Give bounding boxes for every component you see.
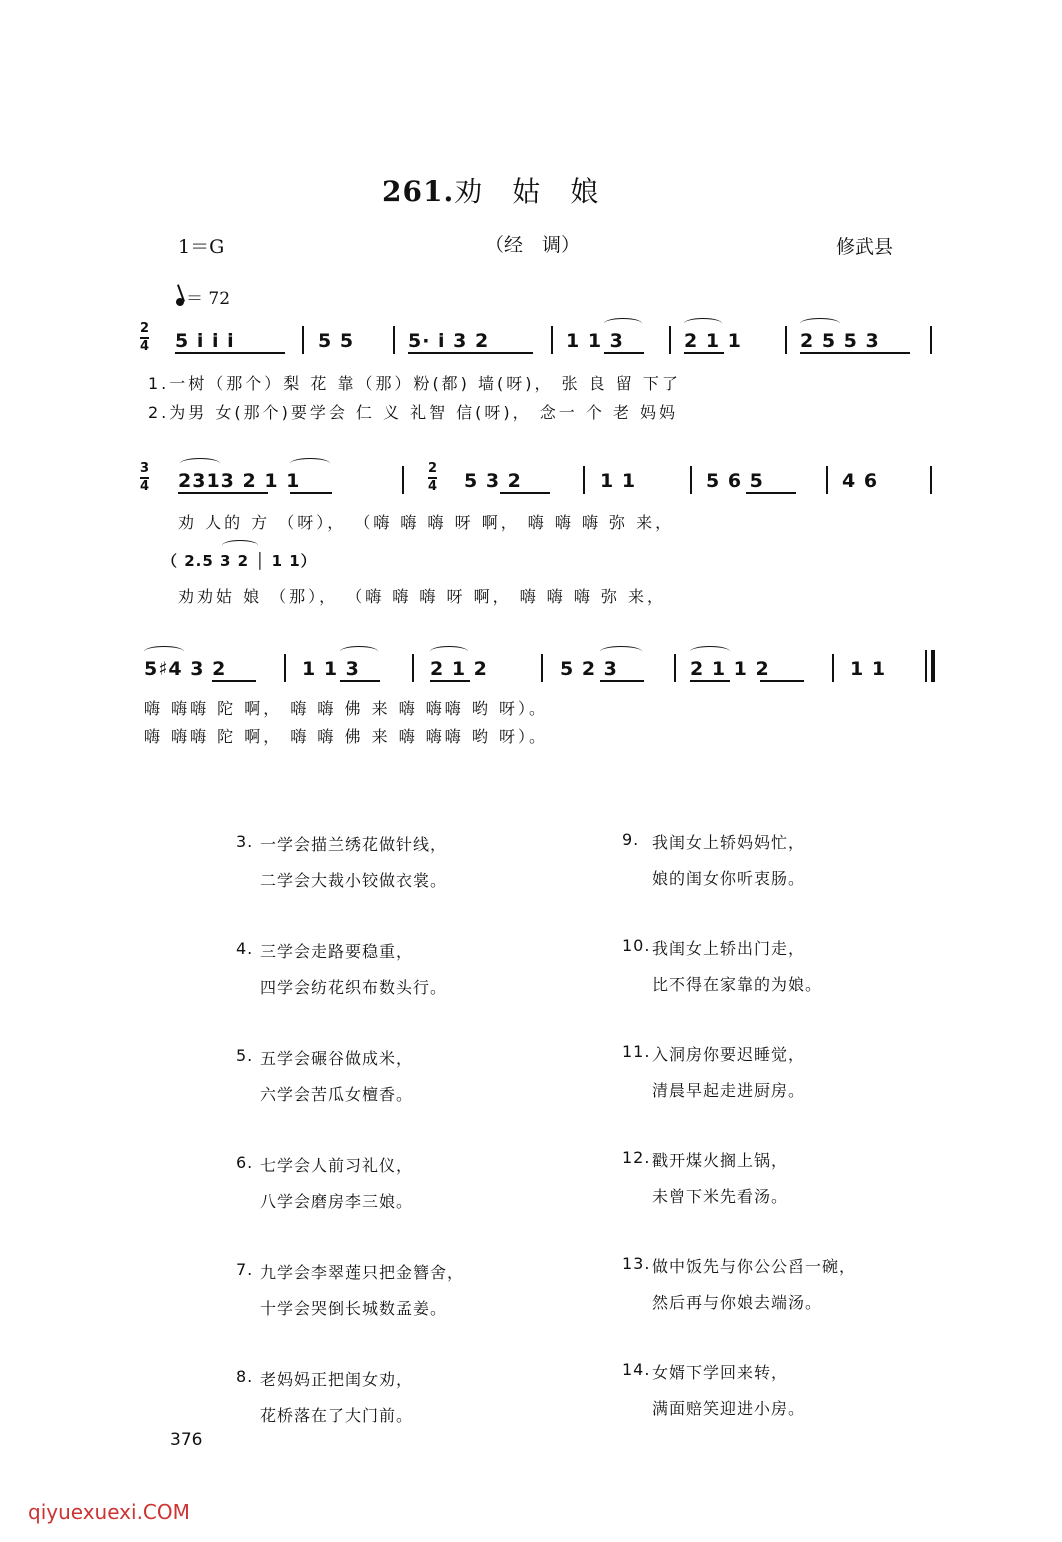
notes-system1-m1: 5 i i i xyxy=(175,330,235,352)
slur xyxy=(144,646,184,657)
underline-beam xyxy=(500,492,550,494)
barline xyxy=(583,466,585,494)
barline xyxy=(832,654,834,682)
verse-number: 12. xyxy=(622,1148,651,1167)
song-title xyxy=(382,170,599,210)
barline xyxy=(402,466,404,494)
slur xyxy=(290,458,330,469)
lyric-line-1: 1.一树（那个）梨 花 靠（那）粉(都) 墙(呀)， 张 良 留 下了 xyxy=(148,374,681,393)
page-number: 376 xyxy=(170,1430,203,1450)
time-signature-3-4: 3 4 xyxy=(140,461,150,494)
slur xyxy=(222,540,258,551)
verse-number: 9. xyxy=(622,830,640,849)
tempo-value: ＝ 72 xyxy=(186,289,231,309)
slur xyxy=(180,458,220,469)
underline-beam xyxy=(800,352,910,354)
song-number: 261. xyxy=(382,175,455,208)
notes-system3-m5: 2 1 1 2 xyxy=(690,658,770,680)
final-barline-thick xyxy=(931,650,935,682)
notes-system2-m2: 5 3 2 xyxy=(464,470,522,492)
verse-line: 然后再与你娘去端汤。 xyxy=(652,1293,823,1312)
slur xyxy=(800,318,840,329)
verse-number: 13. xyxy=(622,1254,651,1273)
notes-system2-m1: 2313 2 1 1 xyxy=(178,470,301,492)
underline-beam xyxy=(408,352,533,354)
verse-number: 5. xyxy=(236,1046,254,1065)
barline xyxy=(284,654,286,682)
lyric-line-2: 2.为男 女(那个)要学会 仁 义 礼智 信(呀)， 念一 个 老 妈妈 xyxy=(148,403,679,422)
verse-number: 4. xyxy=(236,939,254,958)
verse-line: 比不得在家靠的为娘。 xyxy=(652,975,823,994)
verse-line: 七学会人前习礼仪， xyxy=(260,1156,414,1175)
notes-system2-m3: 1 1 xyxy=(600,470,637,492)
barline xyxy=(302,326,304,354)
verse-line: 二学会大裁小铰做衣裳。 xyxy=(260,871,448,890)
notes-system1-m5: 2 1 1 xyxy=(684,330,742,352)
barline xyxy=(785,326,787,354)
genre-label: （经 调） xyxy=(485,234,581,256)
notes-system1-m6: 2 5 5 3 xyxy=(800,330,880,352)
verse-number: 3. xyxy=(236,832,254,851)
lyric-line-1: 嗨 嗨嗨 陀 啊， 嗨 嗨 佛 来 嗨 嗨嗨 哟 呀）。 xyxy=(144,699,548,718)
barline xyxy=(690,466,692,494)
notes-system1-m3: 5· i 3 2 xyxy=(408,330,490,352)
verse-number: 8. xyxy=(236,1367,254,1386)
verse-number: 11. xyxy=(622,1042,651,1061)
verse-line: 做中饭先与你公公舀一碗， xyxy=(652,1257,857,1276)
verse-line: 我闺女上轿妈妈忙， xyxy=(652,833,806,852)
notes-system3-m1: 5♯4 3 2 xyxy=(144,658,227,680)
underline-beam xyxy=(430,680,470,682)
verse-number: 6. xyxy=(236,1153,254,1172)
underline-beam xyxy=(690,680,730,682)
notes-system3-m4: 5 2 3 xyxy=(560,658,618,680)
barline xyxy=(930,466,932,494)
verse-line: 老妈妈正把闺女劝， xyxy=(260,1370,414,1389)
underline-beam xyxy=(340,680,380,682)
time-signature-2-4: 2 4 xyxy=(428,461,438,494)
verse-line: 三学会走路要稳重， xyxy=(260,942,414,961)
lyric-line-2: 嗨 嗨嗨 陀 啊， 嗨 嗨 佛 来 嗨 嗨嗨 哟 呀）。 xyxy=(144,727,548,746)
barline xyxy=(412,654,414,682)
slur xyxy=(684,318,722,329)
verse-line: 入洞房你要迟睡觉， xyxy=(652,1045,806,1064)
slur xyxy=(690,646,730,657)
verse-line: 满面赔笑迎进小房。 xyxy=(652,1399,806,1418)
time-signature-2-4: 2 4 xyxy=(140,321,150,354)
verse-line: 我闺女上轿出门走， xyxy=(652,939,806,958)
notes-system3-m6: 1 1 xyxy=(850,658,887,680)
song-name: 劝 姑 娘 xyxy=(454,175,600,208)
lyric-line-2: 劝劝姑 娘 （那）， （嗨 嗨 嗨 呀 啊， 嗨 嗨 嗨 弥 来， xyxy=(178,587,667,606)
alt-ending-notes: （ 2.5 3 2 │ 1 1） xyxy=(162,552,317,570)
underline-beam xyxy=(604,352,644,354)
verse-line: 一学会描兰绣花做针线， xyxy=(260,835,448,854)
underline-beam xyxy=(290,492,332,494)
tempo-marking xyxy=(176,284,230,309)
barline xyxy=(551,326,553,354)
verse-number: 14. xyxy=(622,1360,651,1379)
quarter-note-icon xyxy=(175,297,185,307)
underline-beam xyxy=(760,680,804,682)
notes-system3-m3: 2 1 2 xyxy=(430,658,488,680)
barline xyxy=(541,654,543,682)
underline-beam xyxy=(178,492,268,494)
barline xyxy=(930,326,932,354)
key-signature: 1＝G xyxy=(178,236,225,258)
lyric-line-1: 劝 人的 方 （呀）， （嗨 嗨 嗨 呀 啊， 嗨 嗨 嗨 弥 来， xyxy=(178,513,675,532)
final-barline-thin xyxy=(925,650,927,682)
verse-number: 7. xyxy=(236,1260,254,1279)
barline xyxy=(669,326,671,354)
verse-line: 八学会磨房李三娘。 xyxy=(260,1192,414,1211)
barline xyxy=(674,654,676,682)
notes-system3-m2: 1 1 3 xyxy=(302,658,360,680)
verse-number: 10. xyxy=(622,936,651,955)
watermark: qiyuexuexi.COM xyxy=(28,1500,190,1524)
verse-line: 清晨早起走进厨房。 xyxy=(652,1081,806,1100)
verse-line: 女婿下学回来转， xyxy=(652,1363,789,1382)
verse-line: 花桥落在了大门前。 xyxy=(260,1406,414,1425)
slur xyxy=(604,318,642,329)
verse-line: 四学会纺花织布数头行。 xyxy=(260,978,448,997)
underline-beam xyxy=(175,352,285,354)
slur xyxy=(600,646,642,657)
notes-system2-m4: 5 6 5 xyxy=(706,470,764,492)
notes-system2-m5: 4 6 xyxy=(842,470,879,492)
barline xyxy=(393,326,395,354)
verse-line: 未曾下米先看汤。 xyxy=(652,1187,789,1206)
verse-line: 五学会碾谷做成米， xyxy=(260,1049,414,1068)
slur xyxy=(340,646,378,657)
barline xyxy=(826,466,828,494)
slur xyxy=(430,646,468,657)
underline-beam xyxy=(746,492,796,494)
underline-beam xyxy=(600,680,644,682)
verse-line: 六学会苦瓜女檀香。 xyxy=(260,1085,414,1104)
underline-beam xyxy=(684,352,724,354)
region-label: 修武县 xyxy=(836,236,894,258)
notes-system1-m4: 1 1 3 xyxy=(566,330,624,352)
notes-system1-m2: 5 5 xyxy=(318,330,355,352)
verse-line: 娘的闺女你听衷肠。 xyxy=(652,869,806,888)
verse-line: 九学会李翠莲只把金簪舍， xyxy=(260,1263,465,1282)
verse-line: 十学会哭倒长城数孟姜。 xyxy=(260,1299,448,1318)
verse-line: 戳开煤火搁上锅， xyxy=(652,1151,789,1170)
underline-beam xyxy=(212,680,256,682)
